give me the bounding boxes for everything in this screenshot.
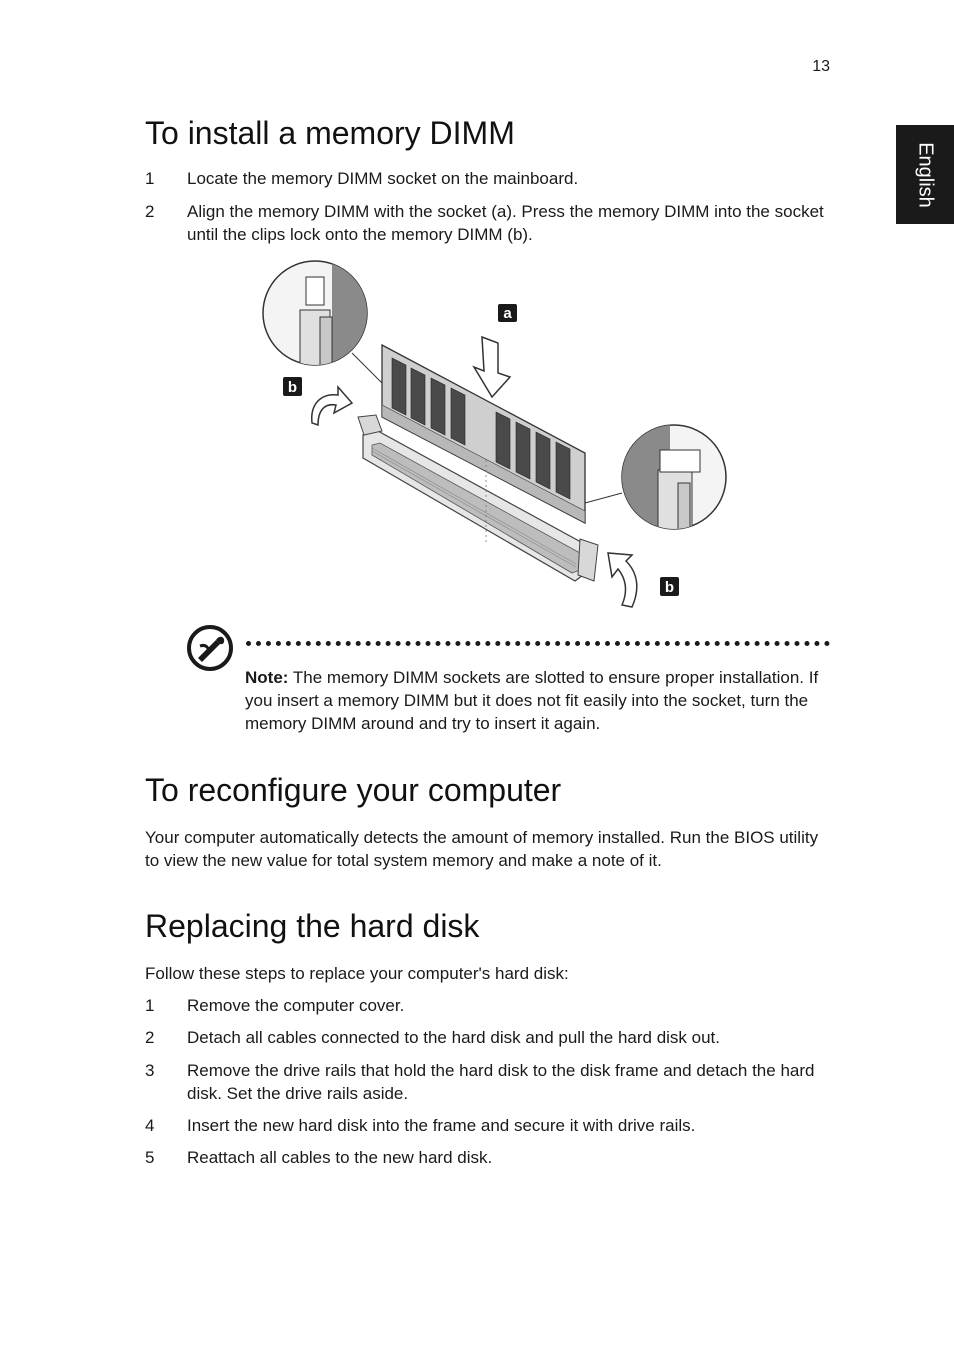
step-number: 1 (145, 996, 155, 1015)
language-tab-label: English (914, 141, 937, 208)
step-number: 3 (145, 1061, 155, 1080)
step-number: 4 (145, 1116, 155, 1135)
note-body: The memory DIMM sockets are slotted to ensure proper installation. If you insert a memory DIMM but it does not fit easily into the socket, turn the memory DIMM around and try to insert it again. (245, 668, 819, 733)
note-label: Note: (245, 668, 289, 687)
reconfigure-title: To reconfigure your computer (145, 772, 562, 808)
step-number: 1 (145, 169, 155, 188)
hard-disk-title: Replacing the hard disk (145, 908, 480, 944)
label-a-text: a (503, 305, 512, 322)
note-icon (186, 624, 234, 672)
install-dimm-title: To install a memory DIMM (145, 115, 515, 151)
step-text: Detach all cables connected to the hard disk and pull the hard disk out. (187, 1028, 721, 1047)
label-a (498, 304, 517, 322)
step-number: 2 (145, 1028, 155, 1047)
step-text: Reattach all cables to the new hard disk. (187, 1148, 493, 1167)
step-text: Remove the drive rails that hold the hard disk to the disk frame and detach the hard disk. Set the drive rails aside. (187, 1061, 815, 1103)
step-text: Remove the computer cover. (187, 996, 405, 1015)
zoom-detail-right (585, 415, 726, 543)
step-number: 5 (145, 1148, 155, 1167)
step-text: Locate the memory DIMM socket on the mainboard. (187, 169, 579, 188)
zoom-detail-left (263, 255, 382, 383)
clip-arrow-right (608, 553, 637, 607)
label-b-right-text: b (664, 579, 675, 596)
insert-arrow (474, 337, 510, 397)
hard-disk-intro: Follow these steps to replace your computer's hard disk: (145, 964, 569, 983)
language-tab (896, 125, 954, 224)
note-divider (246, 641, 830, 646)
note-text (245, 666, 835, 735)
clip-arrow-left (312, 387, 352, 425)
step-number: 2 (145, 202, 155, 221)
label-b-left-text: b (287, 379, 298, 396)
page-number: 13 (812, 58, 830, 75)
step-text: Align the memory DIMM with the socket (a). Press the memory DIMM into the socket until the clips lock onto the memory DIMM (b). (187, 202, 824, 244)
label-b-right (660, 577, 679, 596)
label-b-left (283, 377, 302, 396)
dimm-installation-figure (260, 255, 730, 615)
reconfigure-body: Your computer automatically detects the amount of memory installed. Run the BIOS utility to view the new value for total system memory and make a note of it. (145, 828, 819, 870)
step-text: Insert the new hard disk into the frame and secure it with drive rails. (187, 1116, 696, 1135)
